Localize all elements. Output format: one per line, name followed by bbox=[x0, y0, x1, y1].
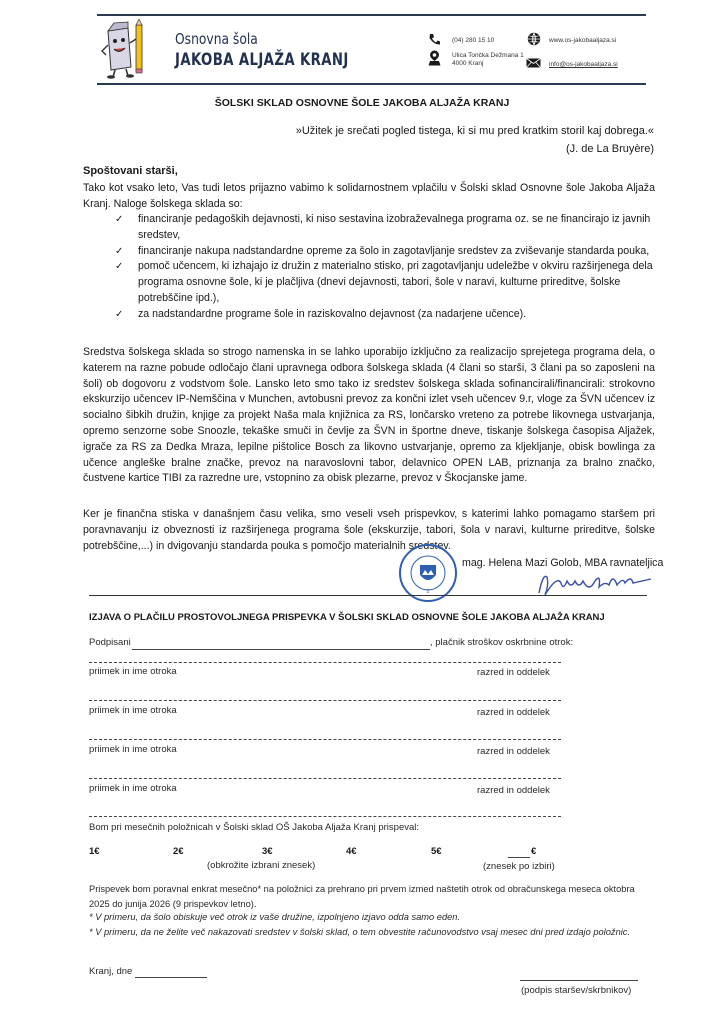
task-item: ✓ financiranje nakupa nadstandardne opreme za šolo in zagotavljanje sredstev za zviševanje standarda pouka, bbox=[83, 244, 655, 260]
address bbox=[452, 52, 524, 68]
checkmark-icon: ✓ bbox=[115, 261, 124, 273]
payer-name-field[interactable] bbox=[132, 649, 430, 650]
signatory-name: mag. Helena Mazi Golob, MBA ravnateljica bbox=[462, 557, 664, 569]
separator-dash-line bbox=[89, 816, 561, 817]
address-street: Ulica Tončka Dežmana 1 bbox=[452, 52, 524, 59]
header-bottom-rule bbox=[97, 83, 646, 85]
footnote-1: * V primeru, da šolo obiskuje več otrok iz vaše družine, izpolnjeno izjavo odda samo eden. bbox=[89, 912, 461, 922]
task-item: ✓ za nadstandardne programe šole in raziskovalno dejavnost (za nadarjene učence). bbox=[83, 307, 655, 323]
child-3-class-label: razred in oddelek bbox=[477, 746, 550, 757]
child-1-name-label: priimek in ime otroka bbox=[89, 666, 177, 677]
form-title: IZJAVA O PLAČILU PROSTOVOLJNEGA PRISPEVKA V ŠOLSKI SKLAD OSNOVNE ŠOLE JAKOBA ALJAŽA KRANJ bbox=[89, 612, 605, 623]
email-link[interactable]: info@os-jakobaaljaza.si bbox=[549, 61, 618, 68]
child-4-class-label: razred in oddelek bbox=[477, 785, 550, 796]
custom-amount-currency: € bbox=[531, 846, 537, 857]
intro-paragraph: Tako kot vsako leto, Vas tudi letos prijazno vabimo k solidarnostnem vplačilu v Šolski sklad Osnovne šole Jakoba Aljaža Kranj. Naloge šolskega sklada so: bbox=[83, 182, 655, 210]
envelope-icon bbox=[526, 58, 541, 68]
svg-text:2: 2 bbox=[426, 589, 430, 595]
custom-amount-field[interactable] bbox=[508, 857, 530, 858]
letter-title: ŠOLSKI SKLAD OSNOVNE ŠOLE JAKOBA ALJAŽA KRANJ bbox=[214, 97, 510, 109]
school-stamp-icon bbox=[398, 543, 458, 603]
website-link[interactable]: www.os-jakobaaljaza.si bbox=[549, 37, 617, 44]
phone-icon bbox=[428, 33, 441, 46]
checkmark-icon: ✓ bbox=[115, 245, 124, 257]
school-subtitle: Osnovna šola bbox=[175, 30, 258, 48]
child-1-class-label: razred in oddelek bbox=[477, 667, 550, 678]
contribution-label: Bom pri mesečnih položnicah v Šolski sklad OŠ Jakoba Aljaža Kranj prispeval: bbox=[89, 822, 420, 833]
globe-icon bbox=[527, 32, 541, 46]
circle-hint: (obkrožite izbrani znesek) bbox=[207, 860, 316, 871]
school-name: JAKOBA ALJAŽA KRANJ bbox=[175, 50, 349, 70]
quote-text: »Užitek je srečati pogled tistega, ki si mu pred kratkim storil kaj dobrega.« bbox=[295, 125, 654, 137]
header-top-rule bbox=[97, 14, 646, 16]
address-city: 4000 Kranj bbox=[452, 60, 484, 67]
school-mascot-logo-icon bbox=[100, 19, 158, 79]
amount-option-4[interactable]: 4€ bbox=[346, 846, 357, 857]
signature-label: (podpis staršev/skrbnikov) bbox=[521, 985, 632, 996]
location-pin-icon bbox=[428, 50, 441, 66]
amount-option-3[interactable]: 3€ bbox=[262, 846, 273, 857]
payment-note: Prispevek bom poravnal enkrat mesečno* na položnici za prehrano pri prvem izmed naštetih otrok od obračunskega meseca oktobra 2025 do junija 2026 (9 prispevkov letno). bbox=[89, 884, 635, 909]
child-2-class-label: razred in oddelek bbox=[477, 707, 550, 718]
tasks-list bbox=[83, 212, 655, 323]
child-1-field[interactable] bbox=[89, 662, 561, 663]
checkmark-icon: ✓ bbox=[115, 308, 124, 320]
child-3-field[interactable] bbox=[89, 739, 561, 740]
funds-paragraph: Sredstva šolskega sklada so strogo namenska in se lahko uporabijo izključno za realizacijo sprejetega programa dela, o katerem na razne pobude odločajo člani upravnega odbora šolskega sklada (4 člani so starši, 3 člani pa so zaposleni na šoli) ob dogovoru z vodstvom šole. Lansko leto smo tako iz sredstev šolskega sklada sofinancirali/financirali: strokovno ekskurzijo učencev IP-Nemščina v Munchen, avtobusni prevoz za končni izlet vseh učencev 9.r, vloge za ŠVN učencev iz socialno šibkih družin, knjige za projekt Naša mala knjižnica za RS, lončarsko vreteno za potrebe likovnega ustvarjanja, opremo senzorne sobe Snoozle, tekaške smuči in čevlje za ŠVN in športne dneve, tiskanje šolskega časopisa Aljažek, igrače za RS za Dedka Mraza, lepilne pištolice Bosch za likovno ustvarjanje, opremo za kljekljanje, obisk bowlinga za učence angleške bralne značke, prevoz na naravoslovni tabor, delavnico OPEN LAB, priznanja za bralno značko, čustvene kartice TIBI za razredne ure, vstopnino za obisk plezarne, prevoz v Škocjanske jame. bbox=[83, 346, 655, 485]
child-2-name-label: priimek in ime otroka bbox=[89, 705, 177, 716]
amount-option-1[interactable]: 1€ bbox=[89, 846, 100, 857]
quote-block bbox=[296, 122, 654, 158]
signed-label: Podpisani bbox=[89, 637, 131, 648]
payer-label: , plačnik stroškov oskrbnine otrok: bbox=[430, 637, 574, 648]
phone-number: (04) 280 15 10 bbox=[452, 37, 495, 44]
child-4-field[interactable] bbox=[89, 778, 561, 779]
task-item: ✓ pomoč učencem, ki izhajajo iz družin z materialno stisko, pri zagotavljanju udeležbe v okviru razširjenega dela programa osnovne šole, ki je plačljiva (dnevi dejavnosti, tabori, šole v naravi, kulturne prireditve, šolske potrebščine ipd.), bbox=[115, 260, 653, 304]
closing-paragraph: Ker je finančna stiska v današnjem času velika, smo veseli vseh prispevkov, s katerimi lahko pomagamo staršem pri poravnavanju iz obveznosti iz razširjenega programa šole (ekskurzije, tabori, šola v naravi, kulturne prireditve, šolske potrebščine,...) in dvigovanju standarda pouka s pomočjo materialnih sredstev. bbox=[83, 508, 655, 552]
date-field[interactable] bbox=[135, 977, 207, 978]
child-3-name-label: priimek in ime otroka bbox=[89, 744, 177, 755]
footnote-2: * V primeru, da ne želite več nakazovati sredstev v šolski sklad, o tem obvestite računovodstvo vsaj mesec dni pred izdajo položnic. bbox=[89, 927, 631, 937]
checkmark-icon: ✓ bbox=[115, 214, 124, 225]
quote-author: (J. de La Bruyère) bbox=[565, 143, 654, 155]
amount-option-5[interactable]: 5€ bbox=[431, 846, 442, 857]
section-divider bbox=[89, 595, 647, 596]
greeting: Spoštovani starši, bbox=[83, 165, 178, 177]
child-4-name-label: priimek in ime otroka bbox=[89, 783, 177, 794]
child-2-field[interactable] bbox=[89, 700, 561, 701]
place-date-label: Kranj, dne bbox=[89, 966, 133, 977]
parent-signature-field[interactable] bbox=[520, 980, 638, 981]
amount-option-2[interactable]: 2€ bbox=[173, 846, 184, 857]
task-item: ✓ financiranje pedagoških dejavnosti, ki niso sestavina izobraževalnega programa oz. se ne financirajo iz javnih sredstev, bbox=[115, 213, 651, 241]
custom-amount-hint: (znesek po izbiri) bbox=[483, 861, 555, 872]
